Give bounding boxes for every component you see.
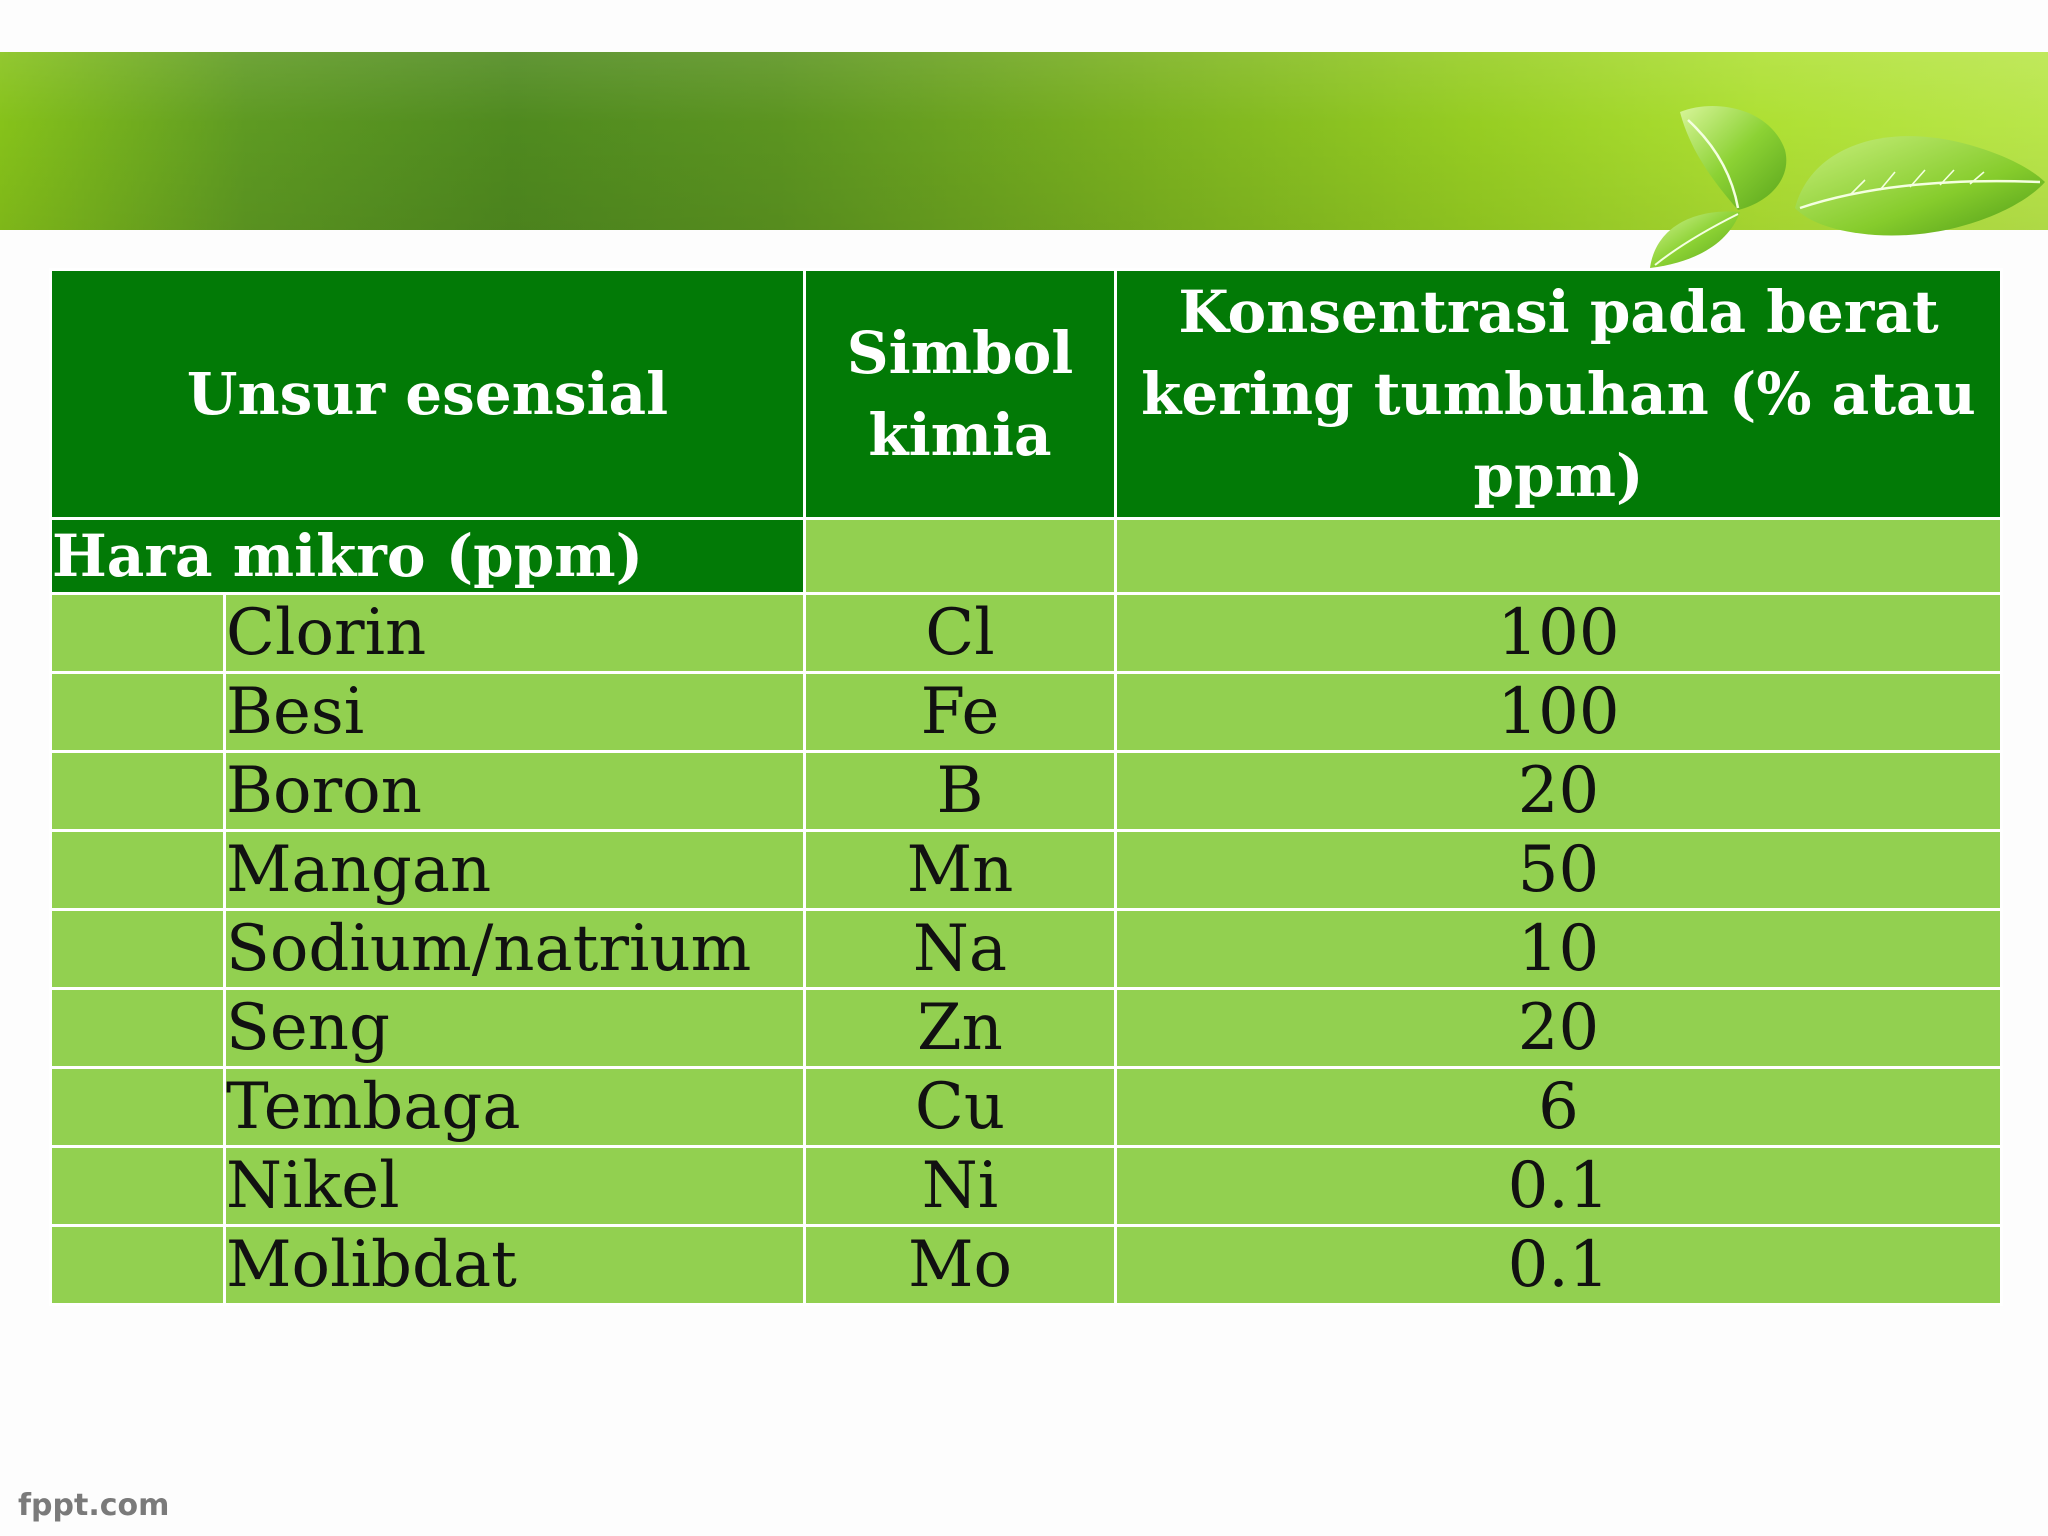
header-element xyxy=(51,270,805,519)
header-concentration-line2: kering tumbuhan (% atau xyxy=(1141,360,1976,428)
header-symbol xyxy=(805,270,1116,519)
leaves-icon xyxy=(1620,90,2048,280)
table-row xyxy=(51,831,2002,910)
element-concentration: 20 xyxy=(1116,989,2002,1068)
group-title: Hara mikro (ppm) xyxy=(51,519,805,594)
group-empty-cell xyxy=(1116,519,2002,594)
element-symbol: B xyxy=(805,752,1116,831)
nutrient-table xyxy=(49,268,2003,1306)
table-row xyxy=(51,1068,2002,1147)
element-name: Clorin xyxy=(225,594,805,673)
indent-cell xyxy=(51,831,225,910)
table-header-row xyxy=(51,270,2002,519)
table-row xyxy=(51,752,2002,831)
element-concentration: 6 xyxy=(1116,1068,2002,1147)
element-symbol: Zn xyxy=(805,989,1116,1068)
element-symbol: Cu xyxy=(805,1068,1116,1147)
element-name: Mangan xyxy=(225,831,805,910)
indent-cell xyxy=(51,673,225,752)
element-symbol: Mo xyxy=(805,1226,1116,1305)
indent-cell xyxy=(51,1226,225,1305)
indent-cell xyxy=(51,910,225,989)
table-row xyxy=(51,673,2002,752)
header-concentration-line3: ppm) xyxy=(1473,442,1644,510)
element-concentration: 100 xyxy=(1116,594,2002,673)
element-name: Seng xyxy=(225,989,805,1068)
element-symbol: Na xyxy=(805,910,1116,989)
indent-cell xyxy=(51,1147,225,1226)
indent-cell xyxy=(51,752,225,831)
element-symbol: Fe xyxy=(805,673,1116,752)
element-concentration: 10 xyxy=(1116,910,2002,989)
table-row xyxy=(51,1147,2002,1226)
element-concentration: 20 xyxy=(1116,752,2002,831)
element-name: Nikel xyxy=(225,1147,805,1226)
element-name: Molibdat xyxy=(225,1226,805,1305)
element-concentration: 0.1 xyxy=(1116,1226,2002,1305)
table-row xyxy=(51,594,2002,673)
footer-brand: fppt.com xyxy=(18,1488,170,1523)
element-concentration: 100 xyxy=(1116,673,2002,752)
header-element-label: Unsur esensial xyxy=(186,360,669,428)
group-row xyxy=(51,519,2002,594)
table-row xyxy=(51,1226,2002,1305)
element-symbol: Ni xyxy=(805,1147,1116,1226)
element-concentration: 0.1 xyxy=(1116,1147,2002,1226)
header-concentration-line1: Konsentrasi pada berat xyxy=(1178,278,1939,346)
element-name: Boron xyxy=(225,752,805,831)
header-concentration xyxy=(1116,270,2002,519)
element-concentration: 50 xyxy=(1116,831,2002,910)
element-symbol: Mn xyxy=(805,831,1116,910)
table-row xyxy=(51,910,2002,989)
group-empty-cell xyxy=(805,519,1116,594)
table-row xyxy=(51,989,2002,1068)
element-name: Besi xyxy=(225,673,805,752)
element-name: Tembaga xyxy=(225,1068,805,1147)
header-symbol-line2: kimia xyxy=(868,401,1052,469)
indent-cell xyxy=(51,1068,225,1147)
indent-cell xyxy=(51,989,225,1068)
element-name: Sodium/natrium xyxy=(225,910,805,989)
indent-cell xyxy=(51,594,225,673)
header-symbol-line1: Simbol xyxy=(846,319,1074,387)
element-symbol: Cl xyxy=(805,594,1116,673)
